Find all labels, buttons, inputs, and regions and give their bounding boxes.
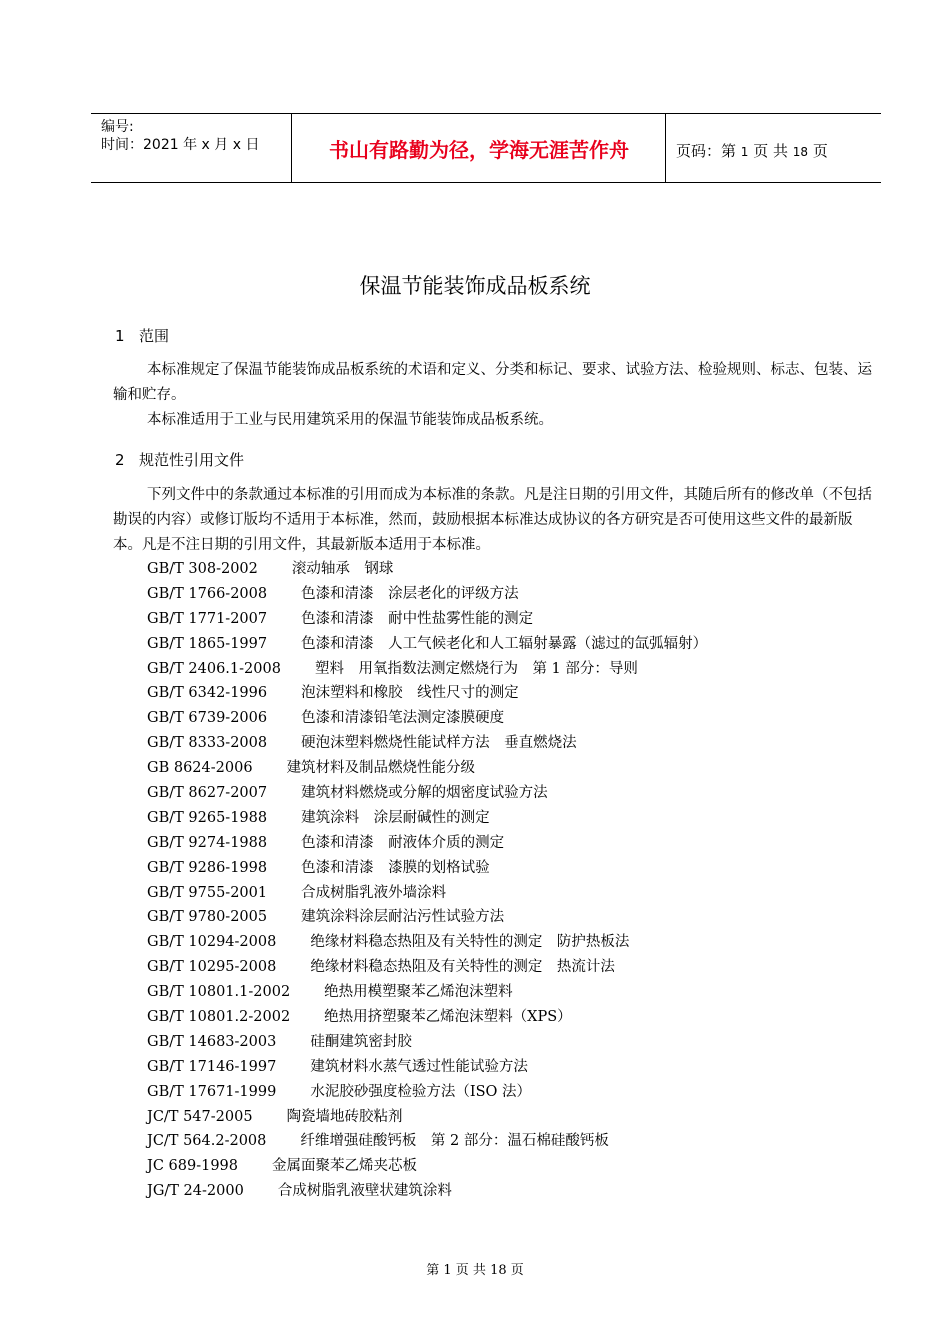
section-title: 规范性引用文件 xyxy=(139,451,245,469)
reference-code: JC/T 547-2005 xyxy=(147,1108,253,1125)
document-title: 保温节能装饰成品板系统 xyxy=(359,274,591,298)
reference-code: GB/T 17146-1997 xyxy=(147,1058,277,1075)
reference-item xyxy=(147,607,707,632)
section-heading xyxy=(115,449,244,470)
footer-prefix: 第 xyxy=(426,1263,440,1278)
reference-code: GB 8624-2006 xyxy=(147,760,253,777)
reference-item xyxy=(147,756,707,781)
reference-item xyxy=(147,1005,707,1030)
page-mid: 页 共 xyxy=(753,142,788,160)
section-number: 1 xyxy=(115,327,125,345)
reference-code: GB/T 9265-1988 xyxy=(147,809,268,826)
reference-code: GB/T 10294-2008 xyxy=(147,934,277,951)
reference-code: GB/T 1771-2007 xyxy=(147,610,268,627)
reference-title: 绝缘材料稳态热阻及有关特性的测定 防护热板法 xyxy=(310,934,630,951)
reference-title: 色漆和清漆 漆膜的划格试验 xyxy=(301,859,490,876)
reference-code: GB/T 14683-2003 xyxy=(147,1033,277,1050)
reference-code: GB/T 9780-2005 xyxy=(147,909,268,926)
reference-title: 建筑涂料 涂层耐碱性的测定 xyxy=(301,809,490,826)
reference-title: 塑料 用氧指数法测定燃烧行为 第 1 部分：导则 xyxy=(314,660,638,677)
reference-item xyxy=(147,980,707,1005)
header-meta xyxy=(101,118,259,154)
reference-item xyxy=(147,905,707,930)
reference-code: JG/T 24-2000 xyxy=(147,1183,244,1200)
paragraph xyxy=(113,483,873,558)
reference-code: GB/T 308-2002 xyxy=(147,561,258,577)
reference-item xyxy=(147,806,707,831)
reference-title: 色漆和清漆 涂层老化的评级方法 xyxy=(301,585,519,602)
reference-item xyxy=(147,930,707,955)
reference-code: GB/T 10801.1-2002 xyxy=(147,984,291,1001)
reference-title: 绝热用挤塑聚苯乙烯泡沫塑料（XPS） xyxy=(324,1009,572,1026)
footer-suffix: 页 xyxy=(510,1263,524,1278)
page-suffix: 页 xyxy=(812,142,828,160)
footer-mid: 页 共 xyxy=(455,1263,486,1278)
section-title: 范围 xyxy=(139,327,170,345)
reference-title: 金属面聚苯乙烯夹芯板 xyxy=(272,1158,417,1175)
reference-code: GB/T 2406.1-2008 xyxy=(147,660,281,677)
footer-page-total: 18 xyxy=(490,1263,507,1278)
reference-item xyxy=(147,1080,707,1105)
paragraph-text: 本标准适用于工业与民用建筑采用的保温节能装饰成品板系统。 xyxy=(147,412,553,428)
reference-list xyxy=(147,557,707,1204)
document-number-label: 编号: xyxy=(101,119,134,135)
section-heading xyxy=(115,325,169,346)
reference-title: 建筑材料燃烧或分解的烟密度试验方法 xyxy=(301,785,548,802)
paragraph-text: 下列文件中的条款通过本标准的引用而成为本标准的条款。凡是注日期的引用文件，其随后所有的修改单（不包括勘误的内容）或修订版均不适用于本标准，然而，鼓励根据本标准达成协议的各方研究是否可使用这些文件的最新版本。凡是不注日期的引用文件，其最新版本适用于本标准。 xyxy=(113,487,872,553)
reference-item xyxy=(147,856,707,881)
reference-item xyxy=(147,881,707,906)
reference-title: 硬泡沫塑料燃烧性能试样方法 垂直燃烧法 xyxy=(301,735,577,752)
header-page-indicator xyxy=(676,140,828,161)
footer-page-number: 1 xyxy=(443,1263,452,1278)
paragraph xyxy=(113,408,873,433)
reference-item xyxy=(147,681,707,706)
reference-title: 合成树脂乳液壁状建筑涂料 xyxy=(277,1183,452,1200)
page-header xyxy=(91,113,881,183)
reference-item xyxy=(147,1030,707,1055)
page-prefix: 页码：第 xyxy=(676,142,737,160)
reference-item xyxy=(147,1154,707,1179)
reference-title: 绝缘材料稳态热阻及有关特性的测定 热流计法 xyxy=(310,959,615,976)
reference-title: 绝热用模塑聚苯乙烯泡沫塑料 xyxy=(324,984,513,1001)
reference-item xyxy=(147,557,707,582)
page-footer xyxy=(0,1259,950,1278)
reference-code: GB/T 9755-2001 xyxy=(147,884,268,901)
reference-title: 色漆和清漆 人工气候老化和人工辐射暴露（滤过的氙弧辐射） xyxy=(301,635,708,652)
page-number: 1 xyxy=(740,145,749,159)
reference-code: GB/T 1766-2008 xyxy=(147,585,268,602)
reference-item xyxy=(147,1055,707,1080)
reference-title: 建筑材料及制品燃烧性能分级 xyxy=(286,760,476,777)
reference-item xyxy=(147,657,707,682)
header-motto: 书山有路勤为径，学海无涯苦作舟 xyxy=(329,137,629,162)
reference-code: GB/T 6342-1996 xyxy=(147,685,268,702)
reference-code: GB/T 6739-2006 xyxy=(147,710,268,727)
reference-code: GB/T 8627-2007 xyxy=(147,785,268,802)
reference-title: 色漆和清漆 耐中性盐雾性能的测定 xyxy=(301,610,534,627)
reference-item xyxy=(147,706,707,731)
reference-code: GB/T 10295-2008 xyxy=(147,959,277,976)
reference-item xyxy=(147,955,707,980)
reference-item xyxy=(147,1179,707,1204)
reference-item xyxy=(147,582,707,607)
reference-title: 泡沫塑料和橡胶 线性尺寸的测定 xyxy=(301,685,519,702)
paragraph xyxy=(113,358,873,408)
reference-title: 建筑材料水蒸气透过性能试验方法 xyxy=(310,1058,528,1075)
reference-title: 合成树脂乳液外墙涂料 xyxy=(301,884,447,901)
reference-code: GB/T 10801.2-2002 xyxy=(147,1009,291,1026)
reference-code: GB/T 17671-1999 xyxy=(147,1083,277,1100)
reference-code: JC 689-1998 xyxy=(147,1158,238,1175)
paragraph-text: 本标准规定了保温节能装饰成品板系统的术语和定义、分类和标记、要求、试验方法、检验规则、标志、包装、运输和贮存。 xyxy=(113,362,872,403)
reference-code: GB/T 1865-1997 xyxy=(147,635,268,652)
reference-title: 陶瓷墙地砖胶粘剂 xyxy=(286,1108,403,1125)
reference-item xyxy=(147,731,707,756)
page-total: 18 xyxy=(792,145,809,159)
document-time-label: 时间：2021 年 x 月 x 日 xyxy=(101,137,260,153)
reference-title: 水泥胶砂强度检验方法（ISO 法） xyxy=(310,1083,532,1100)
reference-item xyxy=(147,831,707,856)
reference-item xyxy=(147,1105,707,1130)
reference-title: 色漆和清漆铅笔法测定漆膜硬度 xyxy=(301,710,505,727)
reference-code: GB/T 8333-2008 xyxy=(147,735,268,752)
reference-item xyxy=(147,781,707,806)
reference-item xyxy=(147,1129,707,1154)
reference-title: 滚动轴承 钢球 xyxy=(291,561,394,577)
reference-title: 纤维增强硅酸钙板 第 2 部分：温石棉硅酸钙板 xyxy=(300,1133,609,1150)
reference-item xyxy=(147,632,707,657)
section-number: 2 xyxy=(115,451,125,469)
reference-title: 建筑涂料涂层耐沾污性试验方法 xyxy=(301,909,505,926)
reference-code: GB/T 9286-1998 xyxy=(147,859,268,876)
reference-title: 色漆和清漆 耐液体介质的测定 xyxy=(301,834,505,851)
reference-code: JC/T 564.2-2008 xyxy=(147,1133,267,1150)
reference-title: 硅酮建筑密封胶 xyxy=(310,1033,412,1050)
reference-code: GB/T 9274-1988 xyxy=(147,834,268,851)
